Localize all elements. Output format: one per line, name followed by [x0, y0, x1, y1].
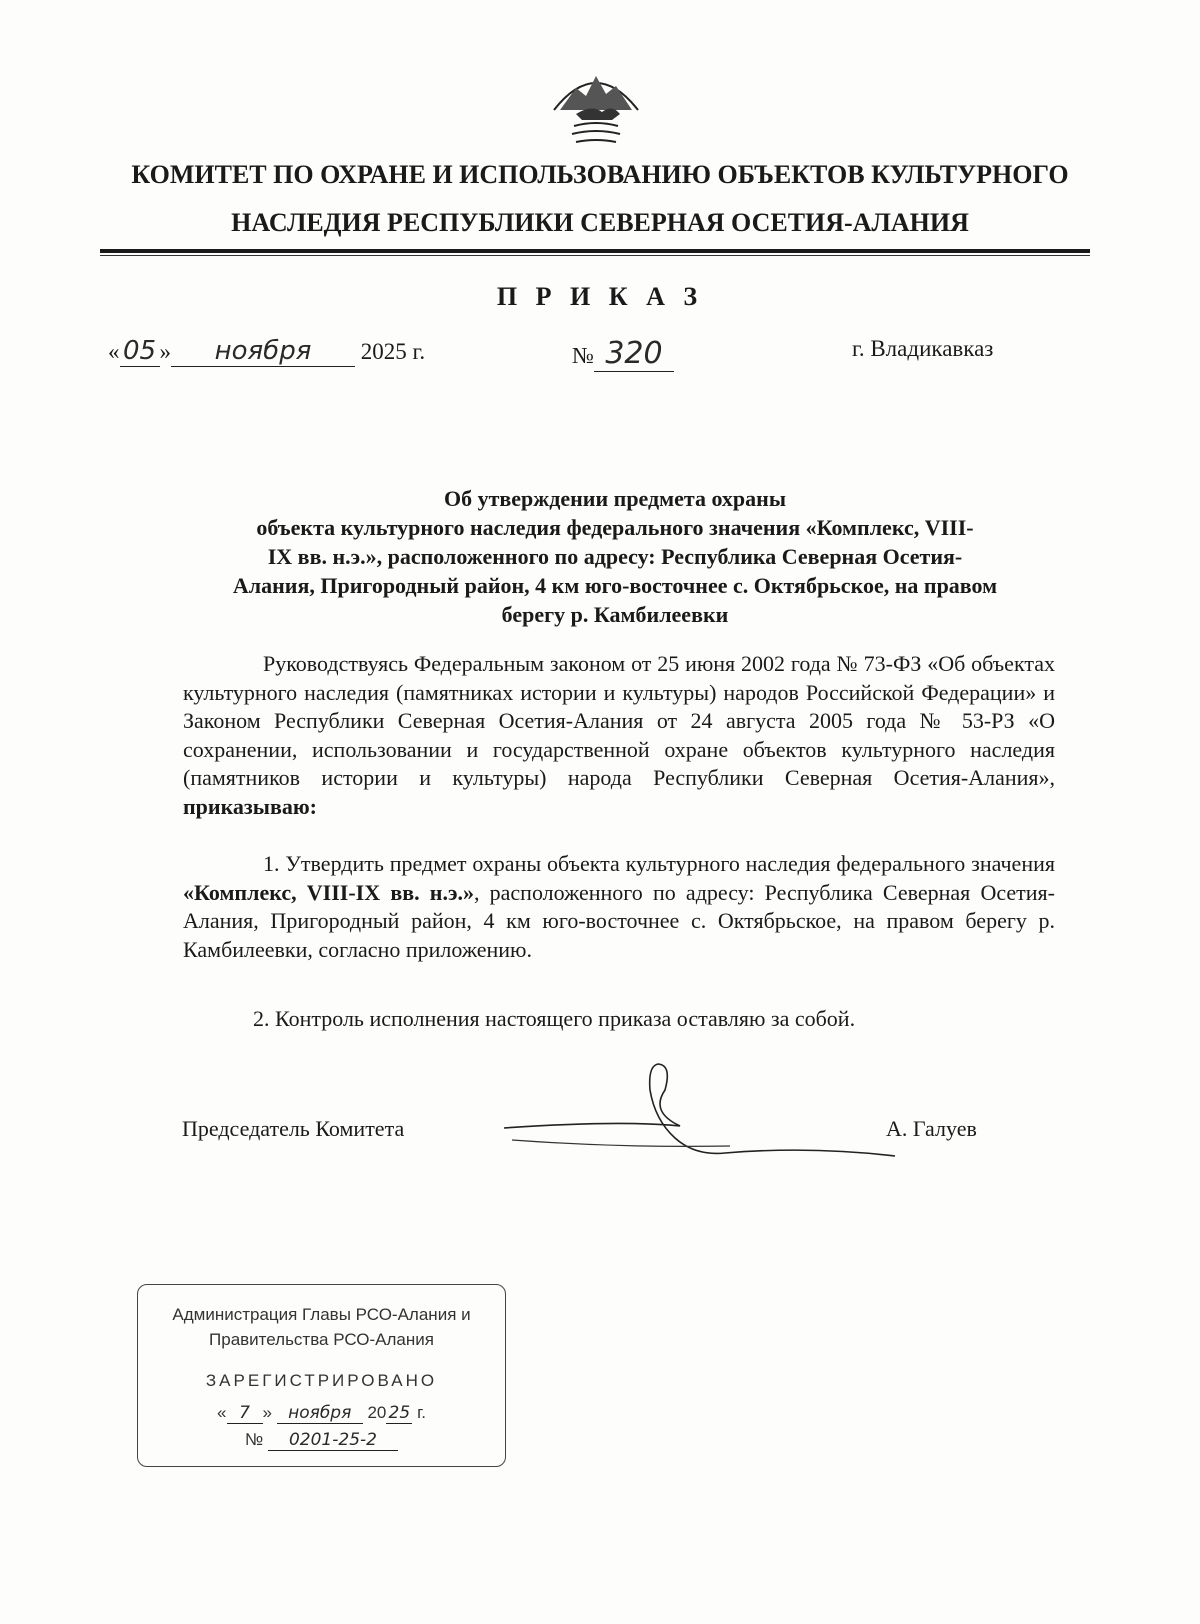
preamble-text: Руководствуясь Федеральным законом от 25 июня 2002 года № 73-ФЗ «Об объектах культурного наследия (памятниках истории и культуры) народов Российской Федерации» и Законом Республики Северная Осетия-Алания от 24 августа 2005 года № 53-РЗ «О сохранении, использовании и государственной охране объектов культурного наследия (памятников истории и культуры) народа Республики Северная Осетия-Алания»,	[183, 651, 1055, 790]
stamp-line-1: Администрация Главы РСО-Алания и	[172, 1305, 471, 1324]
order-month: ноября	[171, 336, 355, 367]
title-line: IX вв. н.э.», расположенного по адресу: Республика Северная Осетия-	[267, 544, 963, 569]
header-divider-thick	[100, 249, 1090, 253]
order-date	[108, 336, 425, 367]
coat-of-arms-icon	[546, 64, 646, 152]
preamble-paragraph	[183, 650, 1055, 821]
item-1-text-b: , расположенного по адресу: Республика Северная Осетия-Алания, Пригородный район, 4 км юго-восточнее с. Октябрьское, на правом берегу р. Камбилеевки, согласно приложению.	[183, 879, 1055, 962]
order-number-value: 320	[594, 336, 674, 372]
title-line: берегу р. Камбилеевки	[501, 602, 729, 627]
order-number-label: №	[572, 343, 594, 368]
stamp-line-2: Правительства РСО-Алания	[209, 1330, 434, 1349]
stamp-number-value: 0201-25-2	[268, 1430, 398, 1451]
stamp-year-unit: г.	[417, 1403, 426, 1422]
order-number	[572, 336, 674, 372]
stamp-date-open-quote: «	[217, 1403, 227, 1422]
item-1-paragraph	[183, 850, 1055, 964]
header-divider-thin	[100, 255, 1090, 256]
signature-icon	[500, 1060, 910, 1175]
stamp-year-suffix: 25	[386, 1403, 412, 1424]
object-name: «Комплекс, VIII-IX вв. н.э.»	[183, 879, 474, 905]
stamp-day: 7	[227, 1403, 263, 1424]
organization-name-line1: КОМИТЕТ ПО ОХРАНЕ И ИСПОЛЬЗОВАНИЮ ОБЪЕКТОВ КУЛЬТУРНОГО	[131, 160, 1069, 189]
signatory-name: А. Галуев	[886, 1116, 977, 1141]
stamp-number-label: №	[245, 1430, 264, 1449]
date-close-quote: »	[159, 339, 171, 364]
stamp-year-prefix: 20	[367, 1403, 387, 1422]
signatory-position: Председатель Комитета	[182, 1116, 405, 1141]
stamp-number	[138, 1430, 505, 1451]
title-line: Об утверждении предмета охраны	[443, 486, 787, 511]
item-1-text-a: 1. Утвердить предмет охраны объекта культурного наследия федерального значения	[263, 851, 1055, 876]
title-line: объекта культурного наследия федерального значения «Комплекс, VIII-	[256, 515, 974, 540]
stamp-month: ноября	[277, 1403, 363, 1424]
item-2-paragraph: 2. Контроль исполнения настоящего приказа оставляю за собой.	[253, 1006, 856, 1031]
date-open-quote: «	[108, 339, 120, 364]
order-title	[165, 484, 1065, 629]
registration-stamp	[137, 1284, 506, 1467]
order-day: 05	[120, 336, 160, 367]
document-type: П Р И К А З	[496, 282, 704, 311]
stamp-registered: ЗАРЕГИСТРИРОВАНО	[205, 1371, 438, 1390]
stamp-date	[138, 1403, 505, 1424]
order-year: 2025 г.	[360, 339, 426, 364]
organization-name-line2: НАСЛЕДИЯ РЕСПУБЛИКИ СЕВЕРНАЯ ОСЕТИЯ-АЛАНИЯ	[231, 208, 969, 237]
stamp-date-close-quote: »	[262, 1403, 272, 1422]
order-city: г. Владикавказ	[852, 336, 994, 361]
title-line: Алания, Пригородный район, 4 км юго-восточнее с. Октябрьское, на правом	[232, 573, 998, 598]
order-verb: приказываю:	[183, 793, 317, 819]
